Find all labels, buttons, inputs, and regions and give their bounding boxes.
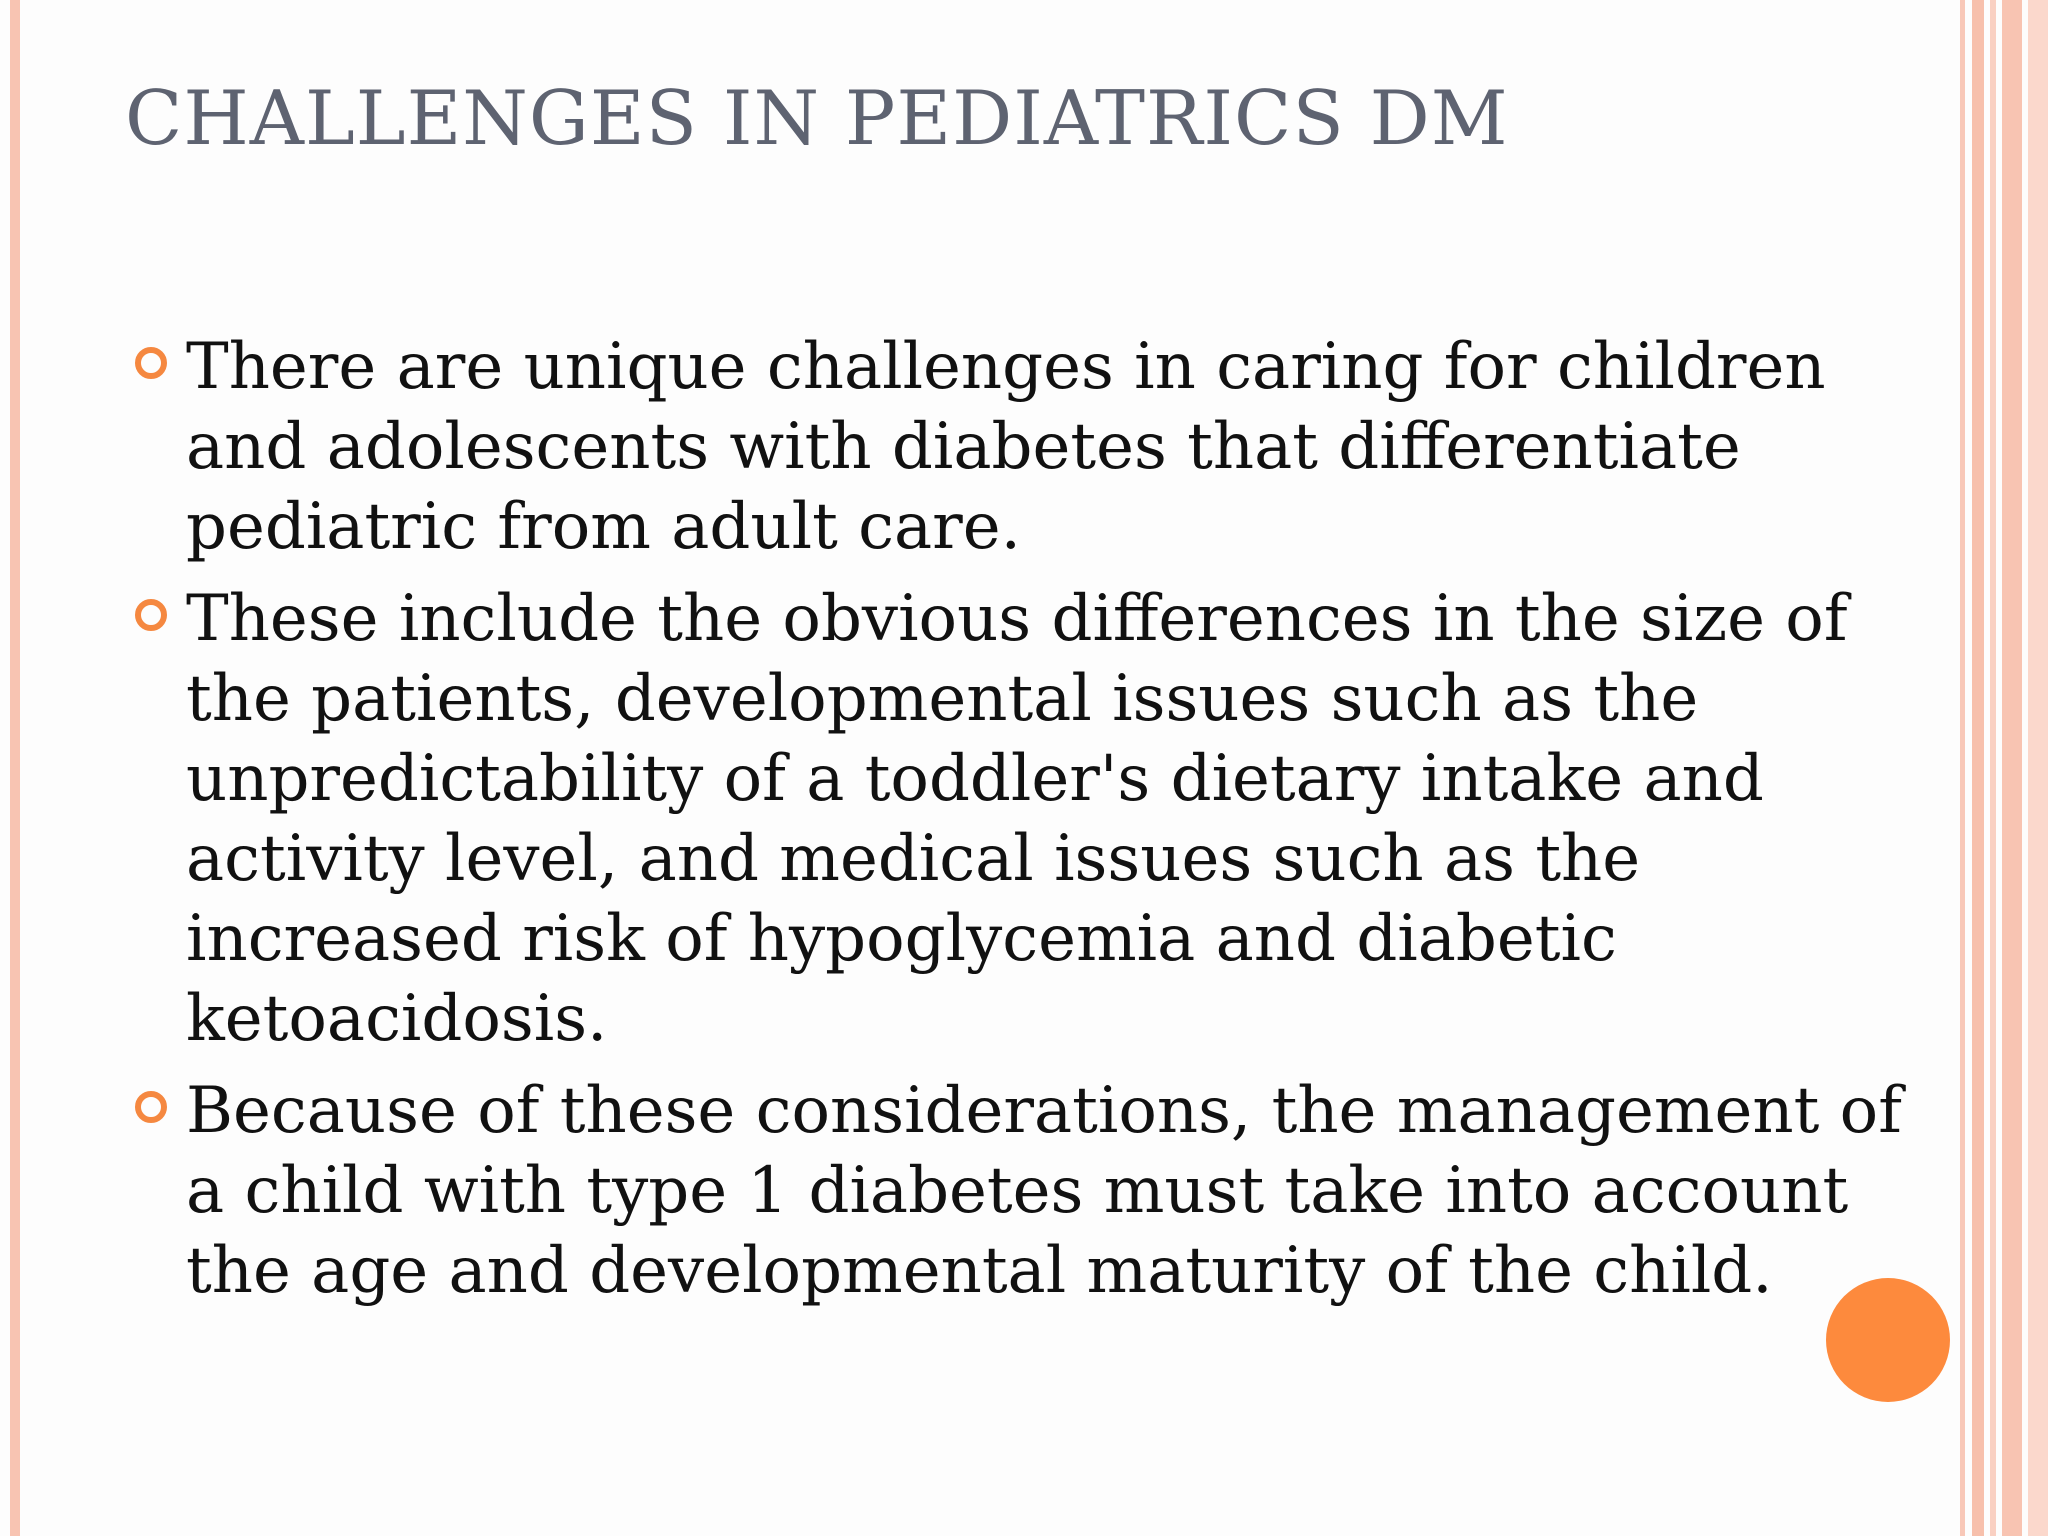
hollow-circle-icon <box>135 599 167 631</box>
slide-title: CHALLENGES IN PEDIATRICS DM <box>125 74 1509 162</box>
bullet-list <box>120 327 1930 1323</box>
bullet-item <box>120 1071 1930 1311</box>
right-border-stripe <box>1972 0 1984 1536</box>
right-border-stripe <box>2002 0 2022 1536</box>
bullet-text: These include the obvious differences in the size of the patients, developmental issues such as the unpredictability of a toddler's dietary intake and activity level, and medical issues such as the increased risk of hypoglycemia and diabetic ketoacidosis. <box>186 582 1848 1056</box>
bullet-item <box>120 327 1930 567</box>
hollow-circle-icon <box>135 347 167 379</box>
right-border-stripe <box>2028 0 2048 1536</box>
bullet-item <box>120 579 1930 1059</box>
bullet-text: There are unique challenges in caring for children and adolescents with diabetes that differentiate pediatric from adult care. <box>186 330 1826 564</box>
decorative-orange-circle <box>1826 1278 1950 1402</box>
right-border-stripe <box>1960 0 1965 1536</box>
right-border-stripe <box>1990 0 1996 1536</box>
hollow-circle-icon <box>135 1091 167 1123</box>
left-border-stripe <box>10 0 20 1536</box>
bullet-text: Because of these considerations, the management of a child with type 1 diabetes must take into account the age and developmental maturity of the child. <box>186 1074 1902 1308</box>
